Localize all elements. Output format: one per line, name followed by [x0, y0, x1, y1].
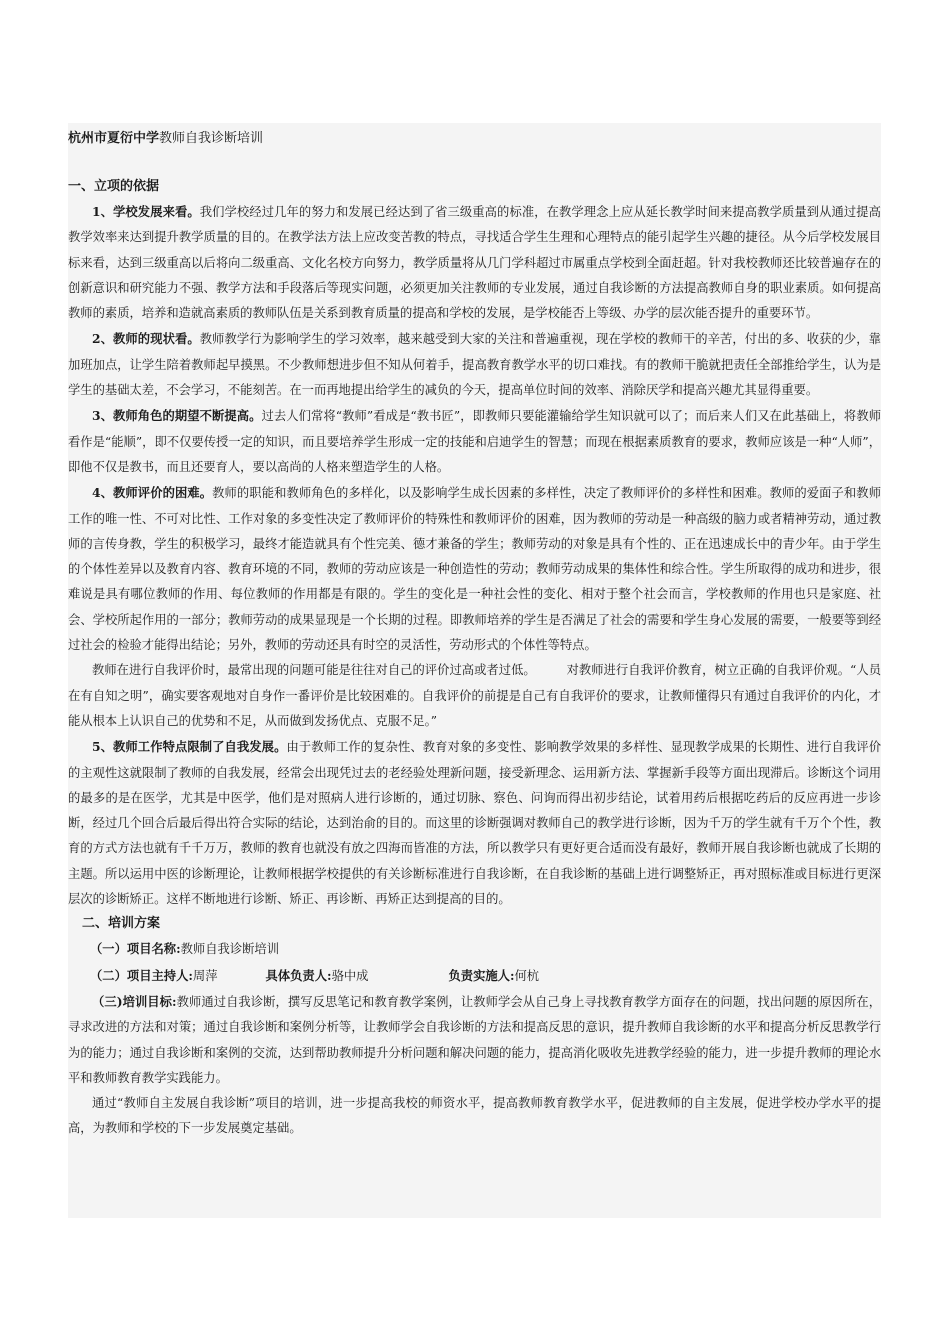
document-title — [68, 129, 881, 155]
paragraph-body: 过去人们常将“教师”看成是“教书匠”，即教师只要能灌输给学生知识就可以了；而后来人们又在此基础上，将教师看作是“能顺”，即不仅要传授一定的知识，而且要培养学生形成一定的技能和启迪学生的智慧；而现在根据素质教育的要求，教师应该是一种“人师”，即他不仅是教书，而且还要育人，要以高尚的人格来塑造学生的人格。 — [68, 409, 881, 474]
school-name: 杭州市夏衍中学 — [68, 131, 160, 146]
project-name-value: 教师自我诊断培训 — [180, 942, 280, 957]
paragraph-lead: 2、教师的现状看。 — [92, 331, 200, 347]
project-people-line — [68, 963, 881, 989]
host-label: （二）项目主持人: — [90, 967, 193, 983]
paragraph-lead: 1、学校发展来看。 — [92, 204, 200, 219]
paragraph-body: 我们学校经过几年的努力和发展已经达到了省三级重高的标准，在教学理念上应从延长教学时间来提高教学质量到从通过提高教学效率来达到提升教学质量的目的。在教学法方法上应改变苦教的特点，寻找适合学生生理和心理特点的能引起学生兴趣的捷径。从今后学校发展目标来看，达到三级重高以后将向二级重高、文化名校方向努力，教学质量将从几门学科超过市属重点学校到全面赶超。针对我校教师还比较普遍存在的创新意识和研究能力不强、教学方法和手段落后等现实问题，必须更加关注教师的专业发展，通过自我诊断的方法提高教师自身的职业素质。如何提高教师的素质，培养和造就高素质的教师队伍是关系到教育质量的提高和学校的发展，是学校能否上等级、办学的层次能否提升的重要环节。 — [68, 205, 881, 321]
training-goal-label: （三)培训目标: — [92, 993, 177, 1009]
paragraph-lead: 5、教师工作特点限制了自我发展。 — [92, 739, 287, 755]
project-name-line — [68, 936, 881, 962]
paragraph-body: 教师的职能和教师角色的多样化，以及影响学生成长因素的多样性，决定了教师评价的多样性和困难。教师的爱面子和教师工作的唯一性、不可对比性、工作对象的多变性决定了教师评价的特殊性和教师评价的困难，因为教师的劳动是一种高级的脑力或者精神劳动，通过教师的言传身教，学生的积极学习，最终才能造就具有个性完美、德才兼备的学生；教师劳动的对象是具有个性的、正在迅速成长中的青少年。由于学生的个体性差异以及教育内容、教育环境的不同，教师的劳动应该是一种创造性的劳动；教师劳动成果的集体性和综合性。学生所取得的成功和进步，很难说是具有哪位教师的作用、每位教师的作用都是有限的。学生的变化是一种社会性的变化、相对于整个社会而言，学校教师的作用也只是家庭、社会、学校所起作用的一部分；教师劳动的成果显现是一个长期的过程。即教师培养的学生是否满足了社会的需要和学生身心发展的需要，一般要等到经过社会的检验才能得出结论；另外，教师的劳动还具有时空的灵活性，劳动形式的个体性等特点。 — [68, 486, 881, 653]
host-value: 周萍 — [192, 968, 218, 983]
training-goal-body: 教师通过自我诊断，撰写反思笔记和教育教学案例，让教师学会从自己身上寻找教育教学方面存在的问题，找出问题的原因所在，寻求改进的方法和对策；通过自我诊断和案例分析等，让教师学会自我诊断的方法和提高反思的意识，提升教师自我诊断的水平和提高分析反思教学行为的能力；通过自我诊断和案例的交流，达到帮助教师提升分析问题和解决问题的能力，提高消化吸收先进教学经验的能力，进一步提升教师的理论水平和教师教育教学实践能力。 — [68, 994, 881, 1085]
document-page — [68, 123, 881, 1218]
paragraph-school-development — [68, 199, 881, 326]
paragraph-lead: 4、教师评价的困难。 — [92, 485, 213, 501]
section-heading-basis: 一、立项的依据 — [68, 179, 160, 194]
paragraph-lead: 3、教师角色的期望不断提高。 — [92, 408, 262, 424]
paragraph-evaluation-difficulty — [68, 480, 881, 658]
project-name-label: （一）项目名称: — [90, 941, 181, 957]
responsible-label: 具体负责人: — [265, 967, 332, 983]
section-heading-plan: 二、培训方案 — [82, 916, 161, 932]
title-rest: 教师自我诊断培训 — [159, 131, 264, 146]
paragraph-body: 教师教学行为影响学生的学习效率，越来越受到大家的关注和普遍重视，现在学校的教师干的辛苦，付出的多、收获的少，靠加班加点，让学生陪着教师起早摸黑。不少教师想进步但不知从何着手，提高教育教学水平的切口难找。有的教师干脆就把责任全部推给学生，认为是学生的基础太差，不会学习，不能刻苦。在一而再地提出给学生的减负的今天，提高单位时间的效率、消除厌学和提高兴趣尤其显得重要。 — [68, 332, 881, 398]
paragraph-closing: 通过“教师自主发展自我诊断”项目的培训，进一步提高我校的师资水平，提高教师教育教学水平，促进教师的自主发展，促进学校办学水平的提高，为教师和学校的下一步发展奠定基础。 — [68, 1096, 881, 1136]
responsible-value: 骆中成 — [331, 968, 369, 983]
implementer-value: 何杭 — [514, 968, 540, 983]
paragraph-training-goal — [68, 989, 881, 1091]
paragraph-work-characteristics — [68, 734, 881, 912]
paragraph-teacher-status — [68, 326, 881, 403]
paragraph-teacher-role — [68, 403, 881, 480]
implementer-label: 负责实施人: — [448, 967, 515, 983]
paragraph-body: 由于教师工作的复杂性、教育对象的多变性、影响教学效果的多样性、显现教学成果的长期性、进行自我评价的主观性这就限制了教师的自我发展，经常会出现凭过去的老经验处理新问题，接受新理念、运用新方法、掌握新手段等方面出现滞后。诊断这个词用的最多的是在医学，尤其是中医学，他们是对照病人进行诊断的，通过切脉、察色、问询而得出初步结论，试着用药后根据吃药后的反应再进一步诊断，经过几个回合后最后得出符合实际的结论，达到治俞的目的。而这里的诊断强调对教师自己的教学进行诊断，因为千万的学生就有千万个个性，教育的方式方法也就有千千万万，教师的教育也就没有放之四海而皆准的方法，所以教学只有更好更合适而没有最好，教师开展自我诊断也就成了长期的主题。所以运用中医的诊断理论，让教师根据学校提供的有关诊断标准进行自我诊断，在自我诊断的基础上进行调整矫正，再对照标准或目标进行更深层次的诊断矫正。这样不断地进行诊断、矫正、再诊断、再矫正达到提高的目的。 — [68, 740, 881, 907]
paragraph-self-evaluation: 教师在进行自我评价时，最常出现的问题可能是往往对自己的评价过高或者过低。 对教师进行自我评价教育，树立正确的自我评价观。“人员在有自知之明”，确实要客观地对自身作一番评价是比较困难的。自我评价的前提是自己有自我评价的要求，让教师懂得只有通过自我评价的内化，才能从根本上认识自己的优势和不足，从而做到发扬优点、克服不足。” — [68, 663, 881, 728]
